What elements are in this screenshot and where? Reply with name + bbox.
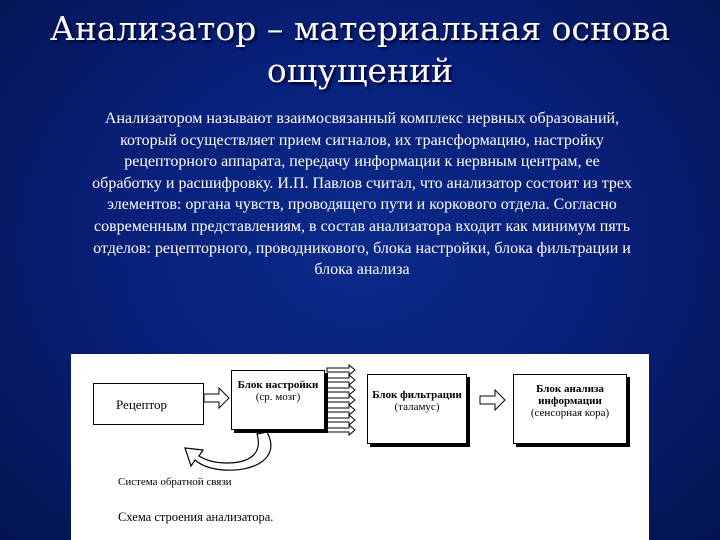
tuning-block-title: Блок настройки [237,379,319,391]
analysis-block-title: Блок анализа информации [536,383,604,407]
analysis-block-sub: (сенсорная кора) [530,407,610,419]
analysis-block-box [513,374,627,444]
receptor-label: Рецептор [116,397,168,412]
filter-block-box [367,374,467,444]
conductor-arrows-bundle [327,365,355,435]
tuning-block-sub: (ср. мозг) [255,391,301,403]
analyzer-diagram [71,354,649,540]
diagram-caption: Схема строения анализатора. [118,510,274,524]
arrow-receptor-to-tuning [204,388,229,408]
receptor-box [93,383,204,425]
filter-block-title: Блок фильтрации [372,389,462,401]
arrow-filter-to-analysis [480,390,505,410]
filter-block-sub: (таламус) [394,401,440,413]
feedback-arrow [185,432,271,470]
slide-title: Анализатор – материальная основа ощущений [49,9,671,90]
feedback-system-label: Система обратной связи [118,476,232,488]
body-paragraph: Анализатором называют взаимосвязанный комплекс нервных образований, который осуществляет прием сигналов, их трансформацию, настройку рецепторного аппарата, передачу информации к нервным центрам, ее обработку и расшифровку. И.П. Павлов считал, что анализатор состоит из трех элементов: органа чувств, проводящего пути и коркового отдела. Согласно современным представлениям, в состав анализатора входит как минимум пять отделов: рецепторного, проводникового, блока настройки, блока фильтрации и блока анализа [92,110,632,279]
tuning-block-box [231,370,325,430]
